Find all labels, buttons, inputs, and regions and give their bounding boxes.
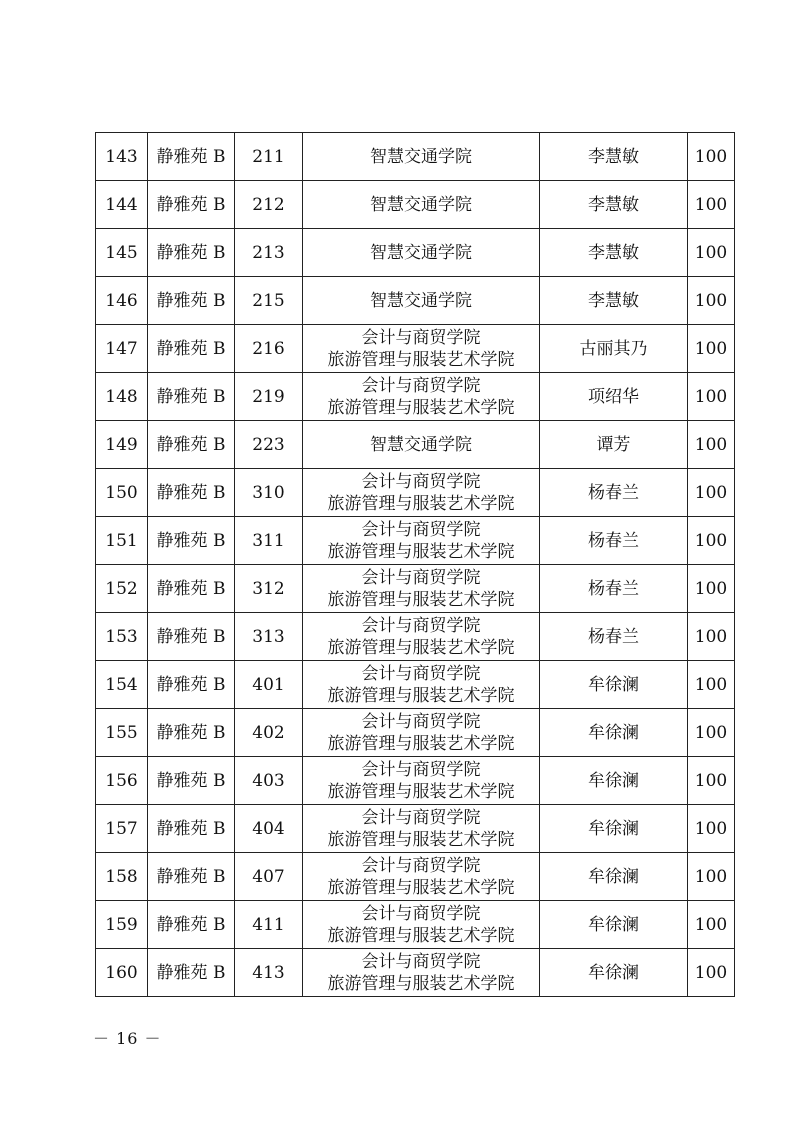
college-cell <box>303 949 540 997</box>
score-cell: 100 <box>688 373 735 421</box>
person-cell: 古丽其乃 <box>540 325 688 373</box>
score-cell: 100 <box>688 517 735 565</box>
building-cell: 静雅苑 B <box>148 229 235 277</box>
college-name: 会计与商贸学院 <box>361 759 481 780</box>
college-name: 旅游管理与服装艺术学院 <box>327 541 515 562</box>
college-name: 智慧交通学院 <box>370 434 472 455</box>
table-row <box>96 709 735 757</box>
table-row <box>96 373 735 421</box>
table-row <box>96 325 735 373</box>
college-cell <box>303 565 540 613</box>
college-name: 旅游管理与服装艺术学院 <box>327 637 515 658</box>
college-cell <box>303 661 540 709</box>
building-cell: 静雅苑 B <box>148 517 235 565</box>
person-cell: 李慧敏 <box>540 133 688 181</box>
building-cell: 静雅苑 B <box>148 565 235 613</box>
person-cell: 牟徐澜 <box>540 709 688 757</box>
score-cell: 100 <box>688 757 735 805</box>
table-row <box>96 853 735 901</box>
score-cell: 100 <box>688 805 735 853</box>
person-cell: 李慧敏 <box>540 277 688 325</box>
person-cell: 项绍华 <box>540 373 688 421</box>
college-cell <box>303 517 540 565</box>
table-row <box>96 421 735 469</box>
room-cell: 219 <box>235 373 303 421</box>
college-cell <box>303 469 540 517</box>
dormitory-table <box>95 132 735 997</box>
score-cell: 100 <box>688 277 735 325</box>
score-cell: 100 <box>688 565 735 613</box>
room-cell: 215 <box>235 277 303 325</box>
building-cell: 静雅苑 B <box>148 901 235 949</box>
table-row <box>96 661 735 709</box>
table-row <box>96 517 735 565</box>
college-cell <box>303 853 540 901</box>
college-name: 旅游管理与服装艺术学院 <box>327 349 515 370</box>
person-cell: 牟徐澜 <box>540 757 688 805</box>
building-cell: 静雅苑 B <box>148 853 235 901</box>
room-cell: 310 <box>235 469 303 517</box>
score-cell: 100 <box>688 949 735 997</box>
college-cell <box>303 757 540 805</box>
college-cell <box>303 805 540 853</box>
table-row <box>96 805 735 853</box>
table-row <box>96 229 735 277</box>
row-number-cell: 143 <box>96 133 148 181</box>
row-number-cell: 144 <box>96 181 148 229</box>
table-row <box>96 613 735 661</box>
building-cell: 静雅苑 B <box>148 277 235 325</box>
room-cell: 403 <box>235 757 303 805</box>
row-number-cell: 159 <box>96 901 148 949</box>
room-cell: 313 <box>235 613 303 661</box>
table-row <box>96 469 735 517</box>
building-cell: 静雅苑 B <box>148 661 235 709</box>
college-cell <box>303 325 540 373</box>
college-cell <box>303 133 540 181</box>
college-name: 旅游管理与服装艺术学院 <box>327 397 515 418</box>
score-cell: 100 <box>688 325 735 373</box>
college-name: 旅游管理与服装艺术学院 <box>327 589 515 610</box>
person-cell: 牟徐澜 <box>540 901 688 949</box>
row-number-cell: 155 <box>96 709 148 757</box>
college-name: 会计与商贸学院 <box>361 951 481 972</box>
room-cell: 312 <box>235 565 303 613</box>
person-cell: 牟徐澜 <box>540 805 688 853</box>
college-cell <box>303 277 540 325</box>
row-number-cell: 154 <box>96 661 148 709</box>
college-cell <box>303 709 540 757</box>
college-name: 会计与商贸学院 <box>361 903 481 924</box>
score-cell: 100 <box>688 613 735 661</box>
table-body <box>96 133 735 997</box>
college-name: 旅游管理与服装艺术学院 <box>327 733 515 754</box>
row-number-cell: 157 <box>96 805 148 853</box>
college-name: 会计与商贸学院 <box>361 567 481 588</box>
score-cell: 100 <box>688 709 735 757</box>
row-number-cell: 153 <box>96 613 148 661</box>
room-cell: 212 <box>235 181 303 229</box>
table-row <box>96 901 735 949</box>
college-name: 旅游管理与服装艺术学院 <box>327 829 515 850</box>
row-number-cell: 149 <box>96 421 148 469</box>
page-number: － 16 － <box>93 1029 162 1048</box>
score-cell: 100 <box>688 901 735 949</box>
table-row <box>96 277 735 325</box>
score-cell: 100 <box>688 469 735 517</box>
college-name: 旅游管理与服装艺术学院 <box>327 973 515 994</box>
person-cell: 李慧敏 <box>540 181 688 229</box>
college-name: 会计与商贸学院 <box>361 519 481 540</box>
college-cell <box>303 181 540 229</box>
score-cell: 100 <box>688 421 735 469</box>
college-name: 旅游管理与服装艺术学院 <box>327 925 515 946</box>
row-number-cell: 148 <box>96 373 148 421</box>
room-cell: 213 <box>235 229 303 277</box>
building-cell: 静雅苑 B <box>148 421 235 469</box>
building-cell: 静雅苑 B <box>148 757 235 805</box>
building-cell: 静雅苑 B <box>148 805 235 853</box>
person-cell: 杨春兰 <box>540 517 688 565</box>
score-cell: 100 <box>688 661 735 709</box>
person-cell: 牟徐澜 <box>540 661 688 709</box>
room-cell: 407 <box>235 853 303 901</box>
person-cell: 杨春兰 <box>540 613 688 661</box>
room-cell: 223 <box>235 421 303 469</box>
score-cell: 100 <box>688 229 735 277</box>
row-number-cell: 160 <box>96 949 148 997</box>
college-name: 会计与商贸学院 <box>361 711 481 732</box>
row-number-cell: 156 <box>96 757 148 805</box>
room-cell: 401 <box>235 661 303 709</box>
college-name: 会计与商贸学院 <box>361 615 481 636</box>
building-cell: 静雅苑 B <box>148 373 235 421</box>
score-cell: 100 <box>688 181 735 229</box>
college-cell <box>303 373 540 421</box>
row-number-cell: 147 <box>96 325 148 373</box>
college-name: 会计与商贸学院 <box>361 471 481 492</box>
person-cell: 谭芳 <box>540 421 688 469</box>
building-cell: 静雅苑 B <box>148 709 235 757</box>
college-cell <box>303 421 540 469</box>
person-cell: 杨春兰 <box>540 469 688 517</box>
college-name: 旅游管理与服装艺术学院 <box>327 877 515 898</box>
college-cell <box>303 229 540 277</box>
row-number-cell: 151 <box>96 517 148 565</box>
college-name: 会计与商贸学院 <box>361 375 481 396</box>
college-name: 会计与商贸学院 <box>361 327 481 348</box>
table-row <box>96 565 735 613</box>
table-row <box>96 757 735 805</box>
row-number-cell: 158 <box>96 853 148 901</box>
college-name: 会计与商贸学院 <box>361 855 481 876</box>
room-cell: 411 <box>235 901 303 949</box>
building-cell: 静雅苑 B <box>148 613 235 661</box>
person-cell: 李慧敏 <box>540 229 688 277</box>
college-name: 会计与商贸学院 <box>361 663 481 684</box>
building-cell: 静雅苑 B <box>148 181 235 229</box>
college-name: 旅游管理与服装艺术学院 <box>327 493 515 514</box>
person-cell: 牟徐澜 <box>540 853 688 901</box>
table-row <box>96 181 735 229</box>
room-cell: 413 <box>235 949 303 997</box>
building-cell: 静雅苑 B <box>148 133 235 181</box>
college-name: 智慧交通学院 <box>370 194 472 215</box>
college-name: 会计与商贸学院 <box>361 807 481 828</box>
building-cell: 静雅苑 B <box>148 469 235 517</box>
college-name: 旅游管理与服装艺术学院 <box>327 781 515 802</box>
row-number-cell: 152 <box>96 565 148 613</box>
college-cell <box>303 901 540 949</box>
room-cell: 402 <box>235 709 303 757</box>
college-name: 旅游管理与服装艺术学院 <box>327 685 515 706</box>
row-number-cell: 146 <box>96 277 148 325</box>
room-cell: 211 <box>235 133 303 181</box>
building-cell: 静雅苑 B <box>148 949 235 997</box>
person-cell: 牟徐澜 <box>540 949 688 997</box>
room-cell: 311 <box>235 517 303 565</box>
row-number-cell: 150 <box>96 469 148 517</box>
table-row <box>96 133 735 181</box>
person-cell: 杨春兰 <box>540 565 688 613</box>
score-cell: 100 <box>688 133 735 181</box>
college-name: 智慧交通学院 <box>370 242 472 263</box>
score-cell: 100 <box>688 853 735 901</box>
room-cell: 216 <box>235 325 303 373</box>
table-row <box>96 949 735 997</box>
row-number-cell: 145 <box>96 229 148 277</box>
room-cell: 404 <box>235 805 303 853</box>
college-name: 智慧交通学院 <box>370 146 472 167</box>
college-name: 智慧交通学院 <box>370 290 472 311</box>
building-cell: 静雅苑 B <box>148 325 235 373</box>
college-cell <box>303 613 540 661</box>
